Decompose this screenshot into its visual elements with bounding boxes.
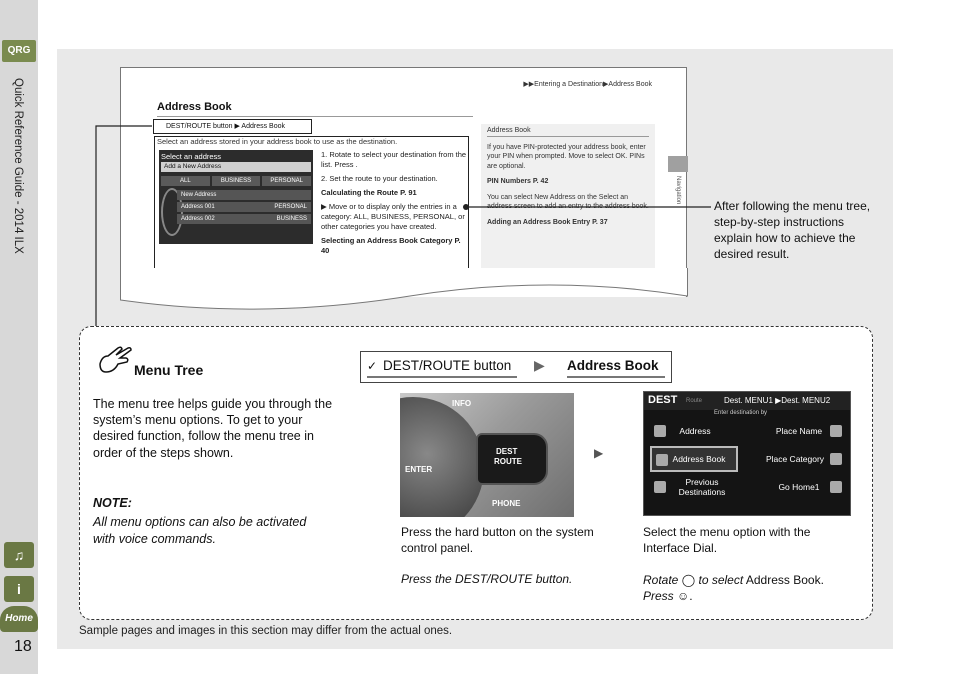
mock-screen-add: Add a New Address: [161, 162, 311, 172]
dial-press-icon: ☺: [677, 589, 690, 603]
mock-step-move-ref: Selecting an Address Book Category P. 40: [321, 236, 461, 255]
search-icon: [654, 425, 666, 437]
tree-bar-underline: [567, 376, 665, 378]
dest-label: DEST: [496, 447, 518, 456]
mock-side-heading: Address Book: [487, 126, 649, 137]
hand-pointer-icon: [96, 342, 132, 378]
menu-item-previous: [650, 474, 740, 500]
menu-tree-bar: [360, 351, 672, 383]
mock-screen-title: Select an address: [161, 152, 222, 161]
page-curl-edge: [120, 268, 688, 318]
rail-title: [10, 78, 26, 338]
list-item: [177, 214, 311, 224]
screen-menu-label: Dest. MENU1 ▶Dest. MENU2: [724, 396, 831, 405]
book-icon: [656, 454, 668, 466]
mock-side-p1: If you have PIN-protected your address book, enter your PIN when prompted. Move to select OK. PINs are optional.: [487, 143, 646, 170]
search-icon: [830, 425, 842, 437]
mock-divider: [157, 116, 473, 117]
mock-step-2: 2. Set the route to your destination.: [321, 174, 438, 183]
mock-side-p1-ref: PIN Numbers P. 42: [487, 178, 549, 185]
mock-step-1: 1. Rotate to select your destination from the list. Press .: [321, 150, 467, 169]
category-icon: [830, 453, 842, 465]
route-label: ROUTE: [494, 457, 522, 466]
menu-item-go-home: [752, 474, 846, 500]
qrg-tab[interactable]: QRG: [2, 40, 36, 62]
mock-menu-tree: DEST/ROUTE button ▶ Address Book: [153, 119, 312, 134]
mock-breadcrumb: ▶▶Entering a Destination▶Address Book: [523, 81, 652, 88]
tree-bar-underline: [367, 376, 517, 378]
list-item-tag: PERSONAL: [274, 204, 307, 210]
mock-tab-business: BUSINESS: [212, 176, 261, 186]
list-item-name: Address 002: [181, 216, 215, 222]
menu-item-address: [650, 418, 740, 444]
interface-dial: [400, 397, 484, 517]
note-body: All menu options can also be activated with voice commands.: [93, 515, 307, 546]
caption-menu-action: Rotate ◯ to select Address Book. Press ☺.: [643, 573, 824, 603]
enter-label: ENTER: [405, 465, 433, 474]
mock-side-p2-ref: Adding an Address Book Entry P. 37: [487, 218, 608, 226]
tree-bar-button: DEST/ROUTE button: [383, 358, 512, 373]
dest-menu-screen: [643, 391, 851, 516]
list-item: [177, 202, 311, 212]
mock-section-label-text: Navigation: [675, 176, 681, 205]
caption-hard-button: Press the hard button on the system control panel.: [401, 525, 594, 555]
menu-item-label: Place Name: [775, 426, 823, 436]
list-item-tag: BUSINESS: [276, 216, 307, 222]
voice-icon[interactable]: ♫: [4, 542, 34, 568]
screen-dest-label: DEST: [648, 394, 678, 406]
mock-side-p2: You can select New Address on the Select an address screen to add an entry to the address book.: [487, 193, 649, 210]
caption-menu-option: Select the menu option with the Interface Dial.: [643, 525, 811, 555]
mock-section-label: [673, 176, 683, 236]
mock-heading: Address Book: [157, 101, 232, 113]
info-label: INFO: [452, 399, 472, 408]
mock-intro: Select an address stored in your address book to use as the destination.: [157, 137, 398, 146]
screen-route-label: Route: [686, 398, 703, 404]
mock-section-tab: [668, 156, 688, 172]
mock-tab-personal: PERSONAL: [262, 176, 311, 186]
menu-item-place-category: [752, 446, 846, 472]
dest-route-button: [476, 433, 548, 485]
tree-bar-arrow: ▶: [534, 357, 545, 373]
mock-tab-all: ALL: [161, 176, 210, 186]
list-item: [177, 190, 311, 200]
history-icon: [654, 481, 666, 493]
hard-button-icon: ✓: [367, 359, 378, 373]
caption-rotate: Rotate: [643, 573, 679, 587]
caption-hard-button-action: Press the DEST/ROUTE button.: [401, 572, 573, 586]
control-panel-photo: [400, 393, 574, 517]
mock-address-screen: [159, 150, 313, 244]
mock-steps: [321, 150, 469, 260]
note-label: NOTE:: [93, 496, 132, 510]
info-icon[interactable]: i: [4, 576, 34, 602]
screen-subtitle: Enter destination by: [714, 410, 768, 416]
caption-press: Press: [643, 589, 674, 603]
list-item-name: New Address: [181, 192, 217, 198]
step-arrow: ▶: [594, 446, 604, 460]
mock-side-note: [481, 124, 655, 284]
mock-screen-tabs: [161, 176, 311, 186]
phone-label: PHONE: [492, 499, 521, 508]
menu-item-label: Go Home1: [778, 482, 820, 492]
mock-step-move: ▶ Move or to display only the entries in a category: ALL, BUSINESS, PERSONAL, or other categories you have created.: [321, 202, 465, 231]
rail-title-text: Quick Reference Guide - 2014 ILX: [12, 78, 24, 254]
menu-item-label: Place Category: [765, 454, 825, 464]
menu-tree-body: The menu tree helps guide you through the system’s menu options. To get to your desired function, follow the menu tree in order of the steps shown.: [93, 397, 333, 460]
menu-tree-title: Menu Tree: [134, 362, 204, 378]
dial-rotate-icon: ◯: [681, 573, 696, 587]
footnote: Sample pages and images in this section may differ from the actual ones.: [79, 625, 453, 637]
menu-item-label: Previous Destinations: [678, 477, 726, 497]
mock-step-2-ref: Calculating the Route P. 91: [321, 188, 417, 197]
callout-text: After following the menu tree, step-by-step instructions explain how to achieve the desired result.: [714, 199, 871, 261]
sample-manual-page: [120, 67, 687, 297]
menu-item-place-name: [752, 418, 846, 444]
menu-item-label: Address: [679, 426, 711, 436]
home-button[interactable]: Home: [0, 606, 38, 632]
list-item-name: Address 001: [181, 204, 215, 210]
home-icon: [830, 481, 842, 493]
page-number: 18: [14, 638, 32, 655]
menu-item-address-book: [650, 446, 738, 472]
caption-target: Address Book: [745, 573, 821, 587]
tree-bar-destination: Address Book: [567, 358, 659, 373]
menu-item-label: Address Book: [672, 454, 726, 464]
caption-to-select: to select: [698, 573, 744, 587]
